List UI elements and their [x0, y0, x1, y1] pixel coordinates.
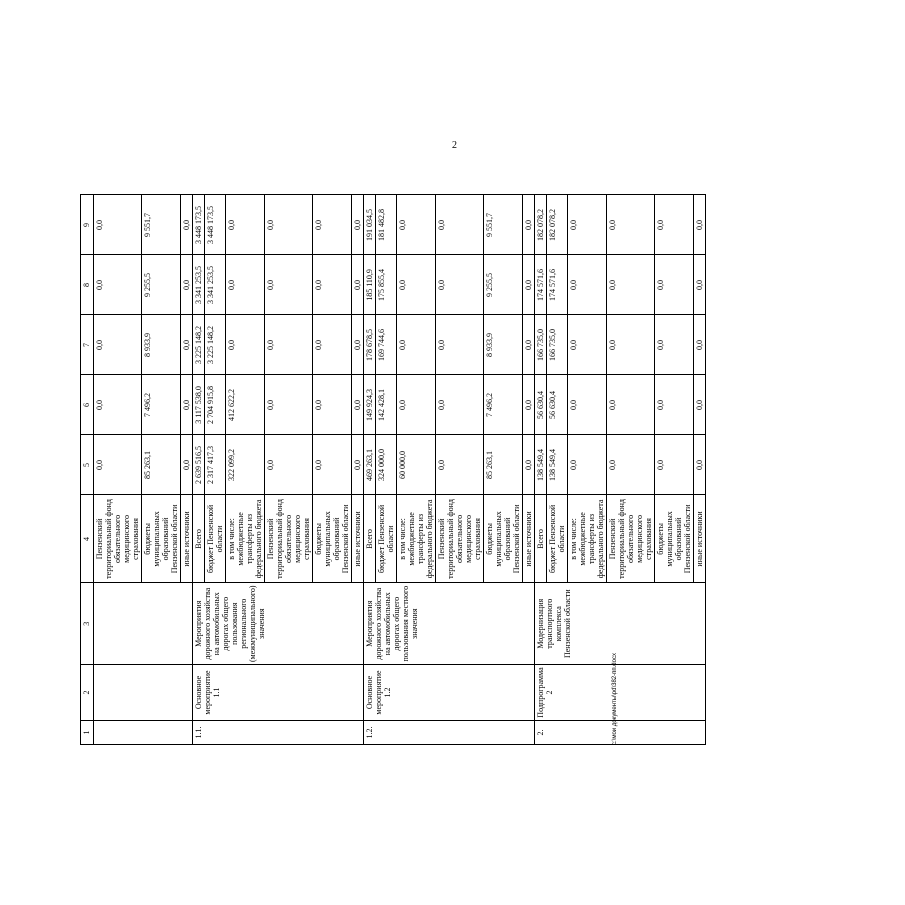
value-cell: 0,0 — [397, 375, 436, 435]
table-row — [535, 195, 547, 745]
value-cell: 2 317 417,3 — [205, 435, 226, 495]
value-cell: 0,0 — [568, 375, 607, 435]
value-cell: 0,0 — [397, 315, 436, 375]
value-cell: 182 078,2 — [535, 195, 547, 255]
value-cell: 0,0 — [397, 255, 436, 315]
source-cell: Всего — [364, 495, 376, 583]
value-cell: 166 735,0 — [535, 315, 547, 375]
value-cell: 182 078,2 — [547, 195, 568, 255]
value-cell: 0,0 — [226, 315, 265, 375]
type-cell: Подпрограмма 2 — [535, 665, 706, 721]
header-cell: 4 — [81, 495, 94, 583]
source-cell: Пензенский территориальный фонд обязательного медицинского страхования — [607, 495, 655, 583]
table-row — [193, 195, 205, 745]
value-cell: 0,0 — [436, 255, 484, 315]
value-cell: 142 428,1 — [376, 375, 397, 435]
value-cell: 0,0 — [523, 255, 535, 315]
value-cell: 3 341 253,5 — [193, 255, 205, 315]
source-cell: Пензенский территориальный фонд обязательного медицинского страхования — [94, 495, 142, 583]
type-cell: Основное мероприятие 1.2 — [364, 665, 535, 721]
value-cell: 185 110,9 — [364, 255, 376, 315]
value-cell: 0,0 — [265, 195, 313, 255]
value-cell: 8 933,9 — [142, 315, 181, 375]
value-cell: 3 448 173,5 — [193, 195, 205, 255]
value-cell: 0,0 — [265, 255, 313, 315]
value-cell: 178 678,5 — [364, 315, 376, 375]
header-cell: 6 — [81, 375, 94, 435]
value-cell: 0,0 — [352, 435, 364, 495]
source-cell: в том числе: межбюджетные трансферты из федерального бюджета — [226, 495, 265, 583]
value-cell: 0,0 — [568, 255, 607, 315]
header-cell: 2 — [81, 665, 94, 721]
source-cell: иные источники — [694, 495, 706, 583]
value-cell: 0,0 — [94, 435, 142, 495]
source-cell: бюджеты муниципальных образований Пензенской области — [655, 495, 694, 583]
type-cell — [94, 665, 193, 721]
value-cell: 2 639 516,5 — [193, 435, 205, 495]
value-cell: 9 255,5 — [142, 255, 181, 315]
value-cell: 0,0 — [655, 435, 694, 495]
value-cell: 0,0 — [694, 195, 706, 255]
value-cell: 174 571,6 — [535, 255, 547, 315]
header-cell: 3 — [81, 583, 94, 665]
value-cell: 3 448 173,5 — [205, 195, 226, 255]
value-cell: 7 496,2 — [142, 375, 181, 435]
value-cell: 0,0 — [523, 315, 535, 375]
value-cell: 0,0 — [607, 315, 655, 375]
table-row — [364, 195, 376, 745]
value-cell: 60 000,0 — [397, 435, 436, 495]
value-cell: 9 255,5 — [484, 255, 523, 315]
source-cell: в том числе: межбюджетные трансферты из федерального бюджета — [568, 495, 607, 583]
value-cell: 175 855,4 — [376, 255, 397, 315]
value-cell: 0,0 — [655, 375, 694, 435]
value-cell: 0,0 — [523, 435, 535, 495]
source-cell: бюджет Пензенской области — [547, 495, 568, 583]
value-cell: 0,0 — [655, 255, 694, 315]
value-cell: 0,0 — [181, 375, 193, 435]
page-number: 2 — [452, 140, 457, 151]
value-cell: 2 704 915,8 — [205, 375, 226, 435]
source-cell: Пензенский территориальный фонд обязательного медицинского страхования — [436, 495, 484, 583]
source-cell: иные источники — [523, 495, 535, 583]
value-cell: 0,0 — [436, 375, 484, 435]
value-cell: 0,0 — [607, 255, 655, 315]
value-cell: 0,0 — [694, 255, 706, 315]
value-cell: 0,0 — [436, 435, 484, 495]
num-cell: 2. — [535, 721, 706, 745]
value-cell: 3 225 148,2 — [193, 315, 205, 375]
value-cell: 469 263,1 — [364, 435, 376, 495]
file-path-footer: c:\мои документы\pd\382-пп.docx — [612, 653, 618, 745]
value-cell: 0,0 — [568, 195, 607, 255]
value-cell: 0,0 — [694, 375, 706, 435]
source-cell: бюджет Пензенской области — [376, 495, 397, 583]
value-cell: 0,0 — [523, 375, 535, 435]
source-cell: Пензенский территориальный фонд обязательного медицинского страхования — [265, 495, 313, 583]
value-cell: 9 551,7 — [142, 195, 181, 255]
num-cell — [94, 721, 193, 745]
value-cell: 9 551,7 — [484, 195, 523, 255]
value-cell: 0,0 — [568, 435, 607, 495]
value-cell: 0,0 — [265, 375, 313, 435]
source-cell: иные источники — [181, 495, 193, 583]
value-cell: 324 000,0 — [376, 435, 397, 495]
value-cell: 0,0 — [313, 255, 352, 315]
header-cell: 9 — [81, 195, 94, 255]
value-cell: 0,0 — [607, 375, 655, 435]
header-cell: 1 — [81, 721, 94, 745]
title-cell: Мероприятия дорожного хозяйства на автомобильных дорогах общего пользования местного значения — [364, 583, 535, 665]
table-row — [94, 195, 142, 745]
value-cell: 181 482,8 — [376, 195, 397, 255]
value-cell: 3 225 148,2 — [205, 315, 226, 375]
value-cell: 85 263,1 — [484, 435, 523, 495]
value-cell: 174 571,6 — [547, 255, 568, 315]
value-cell: 0,0 — [265, 315, 313, 375]
source-cell: иные источники — [352, 495, 364, 583]
value-cell: 0,0 — [436, 315, 484, 375]
value-cell: 0,0 — [352, 315, 364, 375]
source-cell: в том числе: межбюджетные трансферты из федерального бюджета — [397, 495, 436, 583]
value-cell: 56 630,4 — [547, 375, 568, 435]
value-cell: 0,0 — [313, 375, 352, 435]
value-cell: 0,0 — [313, 195, 352, 255]
value-cell: 0,0 — [694, 315, 706, 375]
value-cell: 0,0 — [352, 195, 364, 255]
title-cell — [94, 583, 193, 665]
table-header-row — [81, 195, 94, 745]
value-cell: 0,0 — [436, 195, 484, 255]
value-cell: 0,0 — [181, 435, 193, 495]
value-cell: 0,0 — [523, 195, 535, 255]
value-cell: 0,0 — [226, 255, 265, 315]
value-cell: 169 744,6 — [376, 315, 397, 375]
source-cell: бюджет Пензенской области — [205, 495, 226, 583]
value-cell: 0,0 — [313, 435, 352, 495]
value-cell: 0,0 — [94, 375, 142, 435]
value-cell: 322 099,2 — [226, 435, 265, 495]
value-cell: 3 117 538,0 — [193, 375, 205, 435]
value-cell: 0,0 — [181, 255, 193, 315]
value-cell: 3 341 253,5 — [205, 255, 226, 315]
value-cell: 166 735,0 — [547, 315, 568, 375]
source-cell: бюджеты муниципальных образований Пензенской области — [484, 495, 523, 583]
type-cell: Основное мероприятие 1.1 — [193, 665, 364, 721]
title-cell: Мероприятия дорожного хозяйства на автомобильных дорогах общего пользования регионального (межмуниципального) значения — [193, 583, 364, 665]
value-cell: 0,0 — [607, 435, 655, 495]
value-cell: 0,0 — [226, 195, 265, 255]
value-cell: 0,0 — [352, 375, 364, 435]
value-cell: 191 034,5 — [364, 195, 376, 255]
value-cell: 0,0 — [694, 435, 706, 495]
value-cell: 0,0 — [568, 315, 607, 375]
value-cell: 0,0 — [94, 195, 142, 255]
value-cell: 0,0 — [181, 315, 193, 375]
value-cell: 138 549,4 — [547, 435, 568, 495]
value-cell: 0,0 — [655, 315, 694, 375]
value-cell: 0,0 — [352, 255, 364, 315]
num-cell: 1.2. — [364, 721, 535, 745]
num-cell: 1.1. — [193, 721, 364, 745]
header-cell: 7 — [81, 315, 94, 375]
header-cell: 8 — [81, 255, 94, 315]
value-cell: 0,0 — [94, 255, 142, 315]
value-cell: 0,0 — [94, 315, 142, 375]
value-cell: 85 263,1 — [142, 435, 181, 495]
header-cell: 5 — [81, 435, 94, 495]
source-cell: Всего — [535, 495, 547, 583]
value-cell: 0,0 — [265, 435, 313, 495]
value-cell: 138 549,4 — [535, 435, 547, 495]
value-cell: 56 630,4 — [535, 375, 547, 435]
value-cell: 0,0 — [313, 315, 352, 375]
title-cell: Модернизация транспортного комплекса Пензенской области — [535, 583, 706, 665]
value-cell: 149 924,3 — [364, 375, 376, 435]
value-cell: 0,0 — [181, 195, 193, 255]
value-cell: 0,0 — [655, 195, 694, 255]
source-cell: Всего — [193, 495, 205, 583]
value-cell: 7 496,2 — [484, 375, 523, 435]
value-cell: 412 622,2 — [226, 375, 265, 435]
source-cell: бюджеты муниципальных образований Пензенской области — [142, 495, 181, 583]
value-cell: 0,0 — [397, 195, 436, 255]
value-cell: 0,0 — [607, 195, 655, 255]
source-cell: бюджеты муниципальных образований Пензенской области — [313, 495, 352, 583]
value-cell: 8 933,9 — [484, 315, 523, 375]
